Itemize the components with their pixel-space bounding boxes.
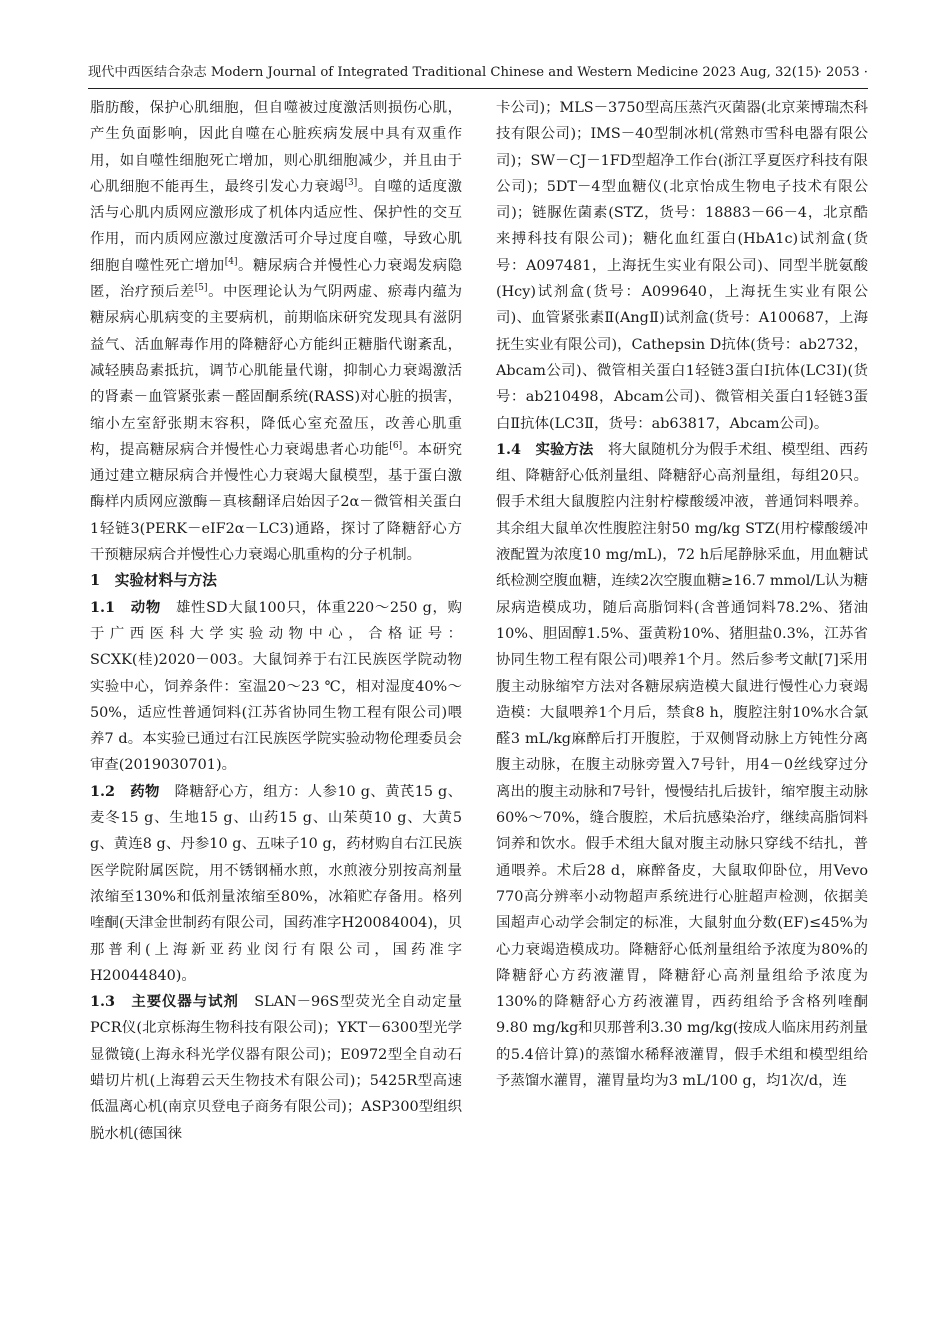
paragraph-1-4: 1.4 实验方法 将大鼠随机分为假手术组、模型组、西药组、降糖舒心低剂量组、降糖舒心高剂量组，每组20只。假手术组大鼠腹腔内注射柠檬酸缓冲液，普通饲料喂养。其余组大鼠单次性腹腔注射50 mg/kg STZ(用柠檬酸缓冲液配置为浓度10 mg/mL)，72 h后尾静脉采血，用血糖试纸检测空腹血糖，连续2次空腹血糖≥16.7 mmol/L认为糖尿病造模成功，随后高脂饲料(含普通饲料78.2%、猪油10%、胆固醇1.5%、蛋黄粉10%、猪胆盐0.3%，江苏省协同生物工程有限公司)喂养1个月。然后参考文献[7]采用腹主动脉缩窄方法对各糖尿病造模大鼠进行慢性心力衰竭造模：大鼠喂养1个月后，禁食8 h，腹腔注射10%水合氯醛3 mL/kg麻醉后打开腹腔，于双侧肾动脉上方钝性分离腹主动脉，在腹主动脉旁置入7号针，用4－0丝线穿过分离出的腹主动脉和7号针，慢慢结扎后拔针，缩窄腹主动脉60%～70%，缝合腹腔，术后抗感染治疗，继续高脂饲料饲养和饮水。假手术组大鼠对腹主动脉只穿线不结扎，普通喂养。术后28 d，麻醉备皮，大鼠取仰卧位，用Vevo 770高分辨率小动物超声系统进行心脏超声检测，依据美国超声心动学会制定的标准，大鼠射血分数(EF)≤45%为心力衰竭造模成功。降糖舒心低剂量组给予浓度为80%的降糖舒心方药液灌胃，降糖舒心高剂量组给予浓度为130%的降糖舒心方药液灌胃，西药组给予含格列喹酮9.80 mg/kg和贝那普利3.30 mg/kg(按成人临床用药剂量的5.4倍计算)的蒸馏水稀释液灌胃，假手术组和模型组给予蒸馏水灌胃，灌胃量均为3 mL/100 g，均1次/d，连 [496,440,868,1089]
journal-title: 现代中西医结合杂志 Modern Journal of Integrated Traditional Chinese and Western Medicine 2023 Aug, 32(15) [88,65,819,80]
right-column [496,95,868,1094]
citation-6[interactable]: [6] [389,441,403,452]
citation-3[interactable]: [3] [344,178,358,189]
intro-paragraph: 脂肪酸，保护心肌细胞，但自噬被过度激活则损伤心肌，产生负面影响，因此自噬在心脏疾病发展中具有双重作用，如自噬性细胞死亡增加，则心肌细胞减少，并且由于心肌细胞不能再生，最终引发心力衰竭[3]。自噬的适度激活与心肌内质网应激形成了机体内适应性、保护性的交互作用，而内质网应激过度激活可介导过度自噬，导致心肌细胞自噬性死亡增加[4]。糖尿病合并慢性心力衰竭发病隐匿，治疗预后差[5]。中医理论认为气阴两虚、瘀毒内蕴为糖尿病心肌病变的主要病机，前期临床研究发现具有滋阴益气、活血解毒作用的降糖舒心方能纠正糖脂代谢紊乱，减轻胰岛素抵抗，调节心肌能量代谢，抑制心力衰竭激活的肾素－血管紧张素－醛固酮系统(RASS)对心脏的损害，缩小左室舒张期末容积，降低心室充盈压，改善心肌重构，提高糖尿病合并慢性心力衰竭患者心功能[6]。本研究通过建立糖尿病合并慢性心力衰竭大鼠模型，基于蛋白激酶样内质网应激酶－真核翻译启始因子2α－微管相关蛋白1轻链3(PERK－eIF2α－LC3)通路，探讨了降糖舒心方干预糖尿病合并慢性心力衰竭心肌重构的分子机制。 [90,100,462,564]
subheading-1-3: 1.3 主要仪器与试剂 [90,993,239,1011]
paragraph-1-3-continued: 卡公司)；MLS－3750型高压蒸汽灭菌器(北京莱博瑞杰科技有限公司)；IMS－40型制冰机(常熟市雪科电器有限公司)；SW－CJ－1FD型超净工作台(浙江孚夏医疗科技有限公司)；5DT－4型血糖仪(北京怡成生物电子技术有限公司)；链脲佐菌素(STZ，货号：18883－66－4，北京酷来搏科技有限公司)；糖化血红蛋白(HbA1c)试剂盒(货号：A097481，上海抚生实业有限公司)、同型半胱氨酸(Hcy)试剂盒(货号：A099640，上海抚生实业有限公司)、血管紧张素Ⅱ(AngⅡ)试剂盒(货号：A100687，上海抚生实业有限公司)，Cathepsin D抗体(货号：ab2732，Abcam公司)、微管相关蛋白1轻链3蛋白Ⅰ抗体(LC3Ⅰ)(货号：ab210498，Abcam公司)、微管相关蛋白1轻链3蛋白Ⅱ抗体(LC3Ⅱ，货号：ab63817，Abcam公司)。 [496,100,869,432]
paragraph-1-1: 1.1 动物 雄性SD大鼠100只，体重220～250 g，购于广西医科大学实验动物中心，合格证号：SCXK(桂)2020－003。大鼠饲养于右江民族医学院动物实验中心，饲养条件：室温20～23 ℃，相对湿度40%～50%，适应性普通饲料(江苏省协同生物工程有限公司)喂养7 d。本实验已通过右江民族医学院实验动物伦理委员会审查(2019030701)。 [90,598,462,774]
page-number: · 2053 · [817,65,868,80]
paragraph-1-3: 1.3 主要仪器与试剂 SLAN－96S型荧光全自动定量PCR仪(北京栎海生物科技有限公司)；YKT－6300型光学显微镜(上海永科光学仪器有限公司)；E0972型全自动石蜡切片机(上海碧云天生物技术有限公司)；5425R型高速低温离心机(南京贝登电子商务有限公司)；ASP300型组织脱水机(德国徕 [90,993,462,1142]
running-header [88,62,868,84]
citation-4[interactable]: [4] [224,256,238,267]
subheading-1-4: 1.4 实验方法 [496,440,594,458]
subheading-1-2: 1.2 药物 [90,782,160,800]
section-heading-1: 1 实验材料与方法 [90,572,217,590]
paragraph-1-2: 1.2 药物 降糖舒心方，组方：人参10 g、黄芪15 g、麦冬15 g、生地15 g、山药15 g、山茱萸10 g、大黄5 g、黄连8 g、丹参10 g、五味子10 g，药材购自右江民族医学院附属医院，用不锈钢桶水煎，水煎液分别按高剂量浓缩至130%和低剂量浓缩至80%，冰箱贮存备用。格列喹酮(天津金世制药有限公司，国药准字H20084004)，贝那普利(上海新亚药业闵行有限公司，国药准字H20044840)。 [90,782,462,984]
left-column [90,95,462,1147]
subheading-1-1: 1.1 动物 [90,598,161,616]
header-rule [88,88,868,89]
citation-5[interactable]: [5] [194,283,208,294]
